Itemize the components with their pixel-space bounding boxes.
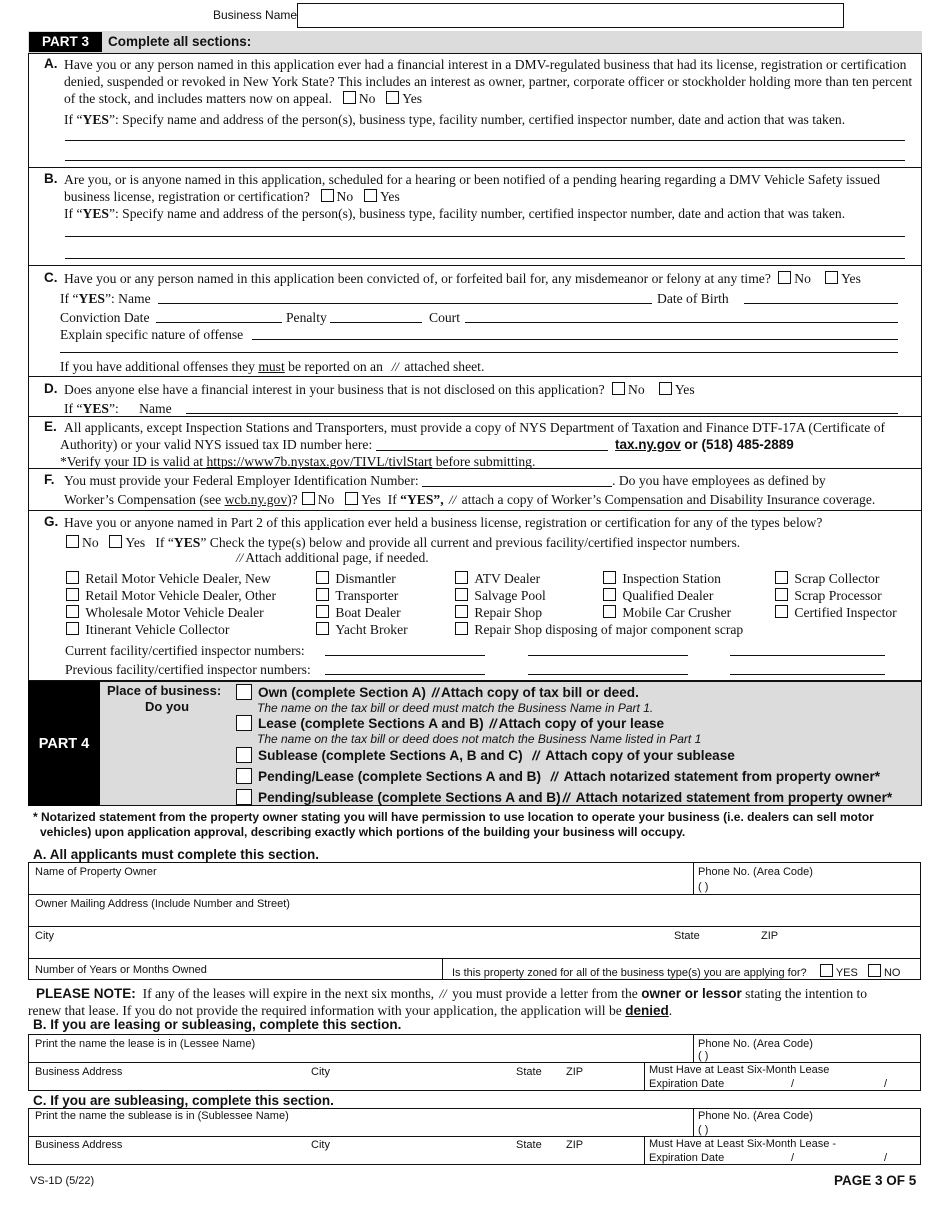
- form-id: VS-1D (5/22): [30, 1175, 95, 1187]
- phone-label: Phone No. (Area Code): [698, 866, 813, 878]
- part3-f-yes-checkbox[interactable]: [345, 492, 358, 505]
- type-checkbox[interactable]: [603, 605, 616, 618]
- property-owner-label: Name of Property Owner: [35, 866, 157, 878]
- business-name-field[interactable]: [297, 3, 844, 28]
- section-b-row1: [28, 1034, 921, 1063]
- years-owned-label: Number of Years or Months Owned: [35, 964, 207, 976]
- type-checkbox[interactable]: [603, 588, 616, 601]
- part3-a-answer-line[interactable]: [65, 140, 905, 141]
- please-note: PLEASE NOTE: If any of the leases will expire in the next six months, // you must provide a letter from the owner or lessor stating the intention to renew that lease. If you do not provide the required information with your application, the application will be denied.: [28, 986, 868, 1018]
- fein-field[interactable]: [422, 474, 612, 487]
- part3-a-letter: A.: [44, 56, 58, 71]
- section-a-row4: [28, 958, 921, 980]
- part3-c-penalty-label: Penalty: [286, 310, 327, 325]
- part3-g-types-col5: Scrap Collector Scrap Processor Certified Inspector: [771, 570, 897, 621]
- type-checkbox[interactable]: [775, 571, 788, 584]
- section-a-row1: [28, 862, 921, 895]
- part4-own-note: The name on the tax bill or deed must match the Business Name in Part 1.: [257, 701, 654, 715]
- divider: [693, 863, 694, 895]
- state-label: State: [674, 930, 700, 942]
- date-slash: /: [791, 1152, 795, 1164]
- part3-g-no-checkbox[interactable]: [66, 535, 79, 548]
- lessee-label: Print the name the lease is in (Lessee Name): [35, 1038, 256, 1050]
- current-number-line[interactable]: [528, 655, 688, 656]
- divider: [28, 510, 922, 511]
- part3-c-no-checkbox[interactable]: [778, 271, 791, 284]
- part3-b-no-checkbox[interactable]: [321, 189, 334, 202]
- part4-lease-note: The name on the tax bill or deed does not match the Business Name listed in Part 1: [257, 732, 702, 746]
- wcb-link[interactable]: wcb.ny.gov: [224, 492, 288, 507]
- part4-pending-sublease-option: Pending/sublease (complete Sections A and B) // Attach notarized statement from property owner*: [236, 789, 892, 805]
- part3-title: Complete all sections:: [108, 34, 252, 49]
- part3-e-text: All applicants, except Inspection Stations and Transporters, must provide a copy of NYS Department of Taxation and Finance DTF-17A (Certificate of Authority) or your valid NYS issued tax ID number here: tax.ny.gov or (518) 485-2889 *Verify your ID is valid at https://www7b.nystax.gov/TIVL/tivlStart before submitting.: [60, 420, 886, 469]
- sublessee-label: Print the name the sublease is in (Sublessee Name): [35, 1110, 289, 1122]
- business-name-label: Business Name: [213, 8, 298, 22]
- part3-f-letter: F.: [44, 472, 55, 487]
- divider: [28, 376, 922, 377]
- part3-a-question: Have you or any person named in this application ever had a financial interest in a DMV-regulated business that had its license, registration or certification denied, suspended or revoked in New York State? This includes an interest as owner, partner, corporate officer or stockholder holding more than ten percent of the stock, and includes matters now on appeal. No Yes: [64, 57, 913, 106]
- section-c-title: C. If you are subleasing, complete this section.: [33, 1093, 334, 1108]
- part3-c-name-line[interactable]: [158, 303, 652, 304]
- part3-c-yes-checkbox[interactable]: [825, 271, 838, 284]
- phone-paren: ( ): [698, 1124, 709, 1136]
- part3-c-letter: C.: [44, 270, 58, 285]
- part3-d-yes-checkbox[interactable]: [659, 382, 672, 395]
- type-checkbox[interactable]: [455, 588, 468, 601]
- part4-pending-lease-option: Pending/Lease (complete Sections A and B) // Attach notarized statement from property owner*: [236, 768, 880, 784]
- paperclip-icon: //: [431, 685, 439, 700]
- part3-c-court-label: Court: [429, 310, 460, 325]
- part3-a-if-yes: If “YES”: Specify name and address of the person(s), business type, facility number, certified inspector number, date and action that was taken.: [64, 112, 846, 127]
- city-label: City: [35, 930, 54, 942]
- expiration-label: Expiration Date: [649, 1078, 725, 1090]
- section-a-row2: [28, 894, 921, 926]
- type-checkbox[interactable]: [455, 571, 468, 584]
- tax-id-field[interactable]: [376, 438, 608, 451]
- part4-do-you: Do you: [145, 699, 190, 714]
- part3-f-line1: You must provide your Federal Employer Identification Number: . Do you have employees as defined by: [64, 473, 826, 488]
- part4-footnote: * Notarized statement from the property owner stating you will have permission to use location to operate your business (i.e. dealers can sell motor vehicles) upon application approval, describing exactly which portions of the building your business will occupy.: [33, 810, 874, 839]
- part3-d-no-checkbox[interactable]: [612, 382, 625, 395]
- divider: [693, 1109, 694, 1137]
- paperclip-icon: //: [391, 359, 399, 374]
- sublease-must-have-label: Must Have at Least Six-Month Lease -: [649, 1138, 837, 1150]
- paperclip-icon: //: [550, 769, 558, 784]
- current-number-line[interactable]: [325, 655, 485, 656]
- part3-e-letter: E.: [44, 419, 57, 434]
- divider: [28, 265, 922, 266]
- type-checkbox[interactable]: [316, 622, 329, 635]
- part3-c-additional: If you have additional offenses they must be reported on an // attached sheet.: [60, 359, 485, 374]
- lease-checkbox[interactable]: [236, 715, 252, 731]
- paperclip-icon: //: [439, 986, 447, 1001]
- part3-c-court-line[interactable]: [465, 322, 898, 323]
- city-label: City: [311, 1139, 330, 1151]
- part3-d-question: Does anyone else have a financial interest in your business that is not disclosed on this application? No Yes: [64, 382, 695, 397]
- zip-label: ZIP: [761, 930, 779, 942]
- part3-b-letter: B.: [44, 171, 58, 186]
- zoned-question: Is this property zoned for all of the business type(s) you are applying for? YES NO: [452, 964, 900, 979]
- lease-must-have-label: Must Have at Least Six-Month Lease: [649, 1064, 830, 1076]
- part3-g-yes-checkbox[interactable]: [109, 535, 122, 548]
- state-label: State: [516, 1066, 542, 1078]
- type-checkbox[interactable]: [455, 622, 468, 635]
- paperclip-icon: //: [236, 550, 244, 565]
- previous-number-line[interactable]: [730, 674, 885, 675]
- previous-number-line[interactable]: [325, 674, 485, 675]
- expiration-label: Expiration Date: [649, 1152, 725, 1164]
- part3-c-explain-line[interactable]: [60, 352, 898, 353]
- part3-c-penalty-line[interactable]: [330, 322, 422, 323]
- part4-lease-option: Lease (complete Sections A and B) // Attach copy of your lease: [236, 715, 664, 731]
- type-checkbox[interactable]: [603, 571, 616, 584]
- part4-own-option: Own (complete Section A) // Attach copy of tax bill or deed.: [236, 684, 639, 700]
- part3-c-explain-label: Explain specific nature of offense: [60, 327, 244, 342]
- phone-label: Phone No. (Area Code): [698, 1110, 813, 1122]
- part4-sublease-option: Sublease (complete Sections A, B and C) // Attach copy of your sublease: [236, 747, 735, 763]
- part3-d-name-label: If “YES”: Name: [64, 401, 172, 416]
- own-checkbox[interactable]: [236, 684, 252, 700]
- part3-b-answer-line[interactable]: [65, 258, 905, 259]
- part3-a-answer-line[interactable]: [65, 160, 905, 161]
- zoned-yes-checkbox[interactable]: [820, 964, 833, 977]
- pending-lease-checkbox[interactable]: [236, 768, 252, 784]
- part3-c-name-label: If “YES”: Name: [60, 291, 151, 306]
- business-address-label: Business Address: [35, 1066, 123, 1078]
- divider: [644, 1063, 645, 1090]
- zip-label: ZIP: [566, 1139, 584, 1151]
- type-checkbox[interactable]: [66, 588, 79, 601]
- part4-tag: PART 4: [28, 681, 100, 806]
- business-address-label: Business Address: [35, 1139, 123, 1151]
- part3-c-dob-label: Date of Birth: [657, 291, 729, 306]
- paperclip-icon: //: [449, 492, 457, 507]
- divider: [28, 416, 922, 417]
- tivl-link[interactable]: https://www7b.nystax.gov/TIVL/tivlStart: [206, 454, 433, 469]
- state-label: State: [516, 1139, 542, 1151]
- zoned-no-checkbox[interactable]: [868, 964, 881, 977]
- part3-c-conviction-label: Conviction Date: [60, 310, 150, 325]
- date-slash: /: [884, 1152, 888, 1164]
- part3-b-yes-checkbox[interactable]: [364, 189, 377, 202]
- phone-label: Phone No. (Area Code): [698, 1038, 813, 1050]
- part3-g-current-label: Current facility/certified inspector numbers:: [65, 643, 305, 658]
- pending-sublease-checkbox[interactable]: [236, 789, 252, 805]
- part3-g-options: No Yes If “YES” Check the type(s) below and provide all current and previous facility/certified inspector numbers.: [62, 534, 740, 551]
- part3-tag: PART 3: [29, 32, 102, 52]
- sublease-checkbox[interactable]: [236, 747, 252, 763]
- section-a-title: A. All applicants must complete this section.: [33, 847, 320, 862]
- divider: [693, 1035, 694, 1063]
- part3-g-types-col1: Retail Motor Vehicle Dealer, New Retail Motor Vehicle Dealer, Other Wholesale Motor Vehicle Dealer Itinerant Vehicle Collector: [62, 570, 276, 638]
- paperclip-icon: //: [489, 716, 497, 731]
- section-c-row2: [28, 1136, 921, 1165]
- part3-d-letter: D.: [44, 381, 58, 396]
- part3-g-letter: G.: [44, 514, 59, 529]
- part3-a-yes-checkbox[interactable]: [386, 91, 399, 104]
- city-label: City: [311, 1066, 330, 1078]
- date-slash: /: [884, 1078, 888, 1090]
- part3-b-question: Are you, or is anyone named in this application, scheduled for a hearing or been notified of a pending hearing regarding a DMV Vehicle Safety issued business license, registration or certification? No Yes If “YES”: Specify name and address of the person(s), business type, facility number, certified inspector number, date and action that was taken.: [64, 172, 881, 221]
- type-checkbox[interactable]: [316, 605, 329, 618]
- paperclip-icon: //: [532, 748, 540, 763]
- section-a-row3: [28, 926, 921, 958]
- part3-f-no-checkbox[interactable]: [302, 492, 315, 505]
- divider: [644, 1137, 645, 1164]
- part3-g-question: Have you or anyone named in Part 2 of this application ever held a business license, registration or certification for any of the types below?: [64, 515, 823, 530]
- part3-f-line2: Worker’s Compensation (see wcb.ny.gov)? No Yes If “YES”, // attach a copy of Worker’s Compensation and Disability Insurance coverage.: [64, 492, 876, 507]
- part3-c-question: Have you or any person named in this application been convicted of, or forfeited bail for, any misdemeanor or felony at any time? No Yes: [64, 271, 861, 286]
- part3-g-types-col3: ATV Dealer Salvage Pool Repair Shop Repair Shop disposing of major component scrap: [451, 570, 743, 638]
- mailing-address-label: Owner Mailing Address (Include Number and Street): [35, 898, 290, 910]
- divider: [28, 468, 922, 469]
- previous-number-line[interactable]: [528, 674, 688, 675]
- part3-c-explain-line[interactable]: [252, 339, 898, 340]
- type-checkbox[interactable]: [775, 605, 788, 618]
- part3-g-previous-label: Previous facility/certified inspector numbers:: [65, 662, 311, 677]
- part3-g-attach: // Attach additional page, if needed.: [236, 550, 429, 565]
- zip-label: ZIP: [566, 1066, 584, 1078]
- part3-d-name-line[interactable]: [186, 413, 898, 414]
- phone-paren: ( ): [698, 1050, 709, 1062]
- paperclip-icon: //: [562, 790, 570, 805]
- part3-a-no-checkbox[interactable]: [343, 91, 356, 104]
- type-checkbox[interactable]: [66, 605, 79, 618]
- part3-g-types-col2: Dismantler Transporter Boat Dealer Yacht Broker: [312, 570, 408, 638]
- phone-paren: ( ): [698, 881, 709, 893]
- type-checkbox[interactable]: [316, 588, 329, 601]
- divider: [442, 959, 443, 979]
- type-checkbox[interactable]: [455, 605, 468, 618]
- part3-g-types-col4: Inspection Station Qualified Dealer Mobile Car Crusher: [599, 570, 731, 621]
- type-checkbox[interactable]: [775, 588, 788, 601]
- type-checkbox[interactable]: [66, 622, 79, 635]
- section-b-row2: [28, 1062, 921, 1091]
- section-b-title: B. If you are leasing or subleasing, complete this section.: [33, 1017, 402, 1032]
- part3-c-conviction-line[interactable]: [156, 322, 282, 323]
- type-checkbox[interactable]: [66, 571, 79, 584]
- page-number: PAGE 3 OF 5: [834, 1173, 917, 1188]
- section-c-row1: [28, 1108, 921, 1137]
- type-checkbox[interactable]: [316, 571, 329, 584]
- date-slash: /: [791, 1078, 795, 1090]
- current-number-line[interactable]: [730, 655, 885, 656]
- part3-c-dob-line[interactable]: [744, 303, 898, 304]
- part3-b-answer-line[interactable]: [65, 236, 905, 237]
- divider: [28, 167, 922, 168]
- part4-place-label: Place of business:: [107, 683, 222, 698]
